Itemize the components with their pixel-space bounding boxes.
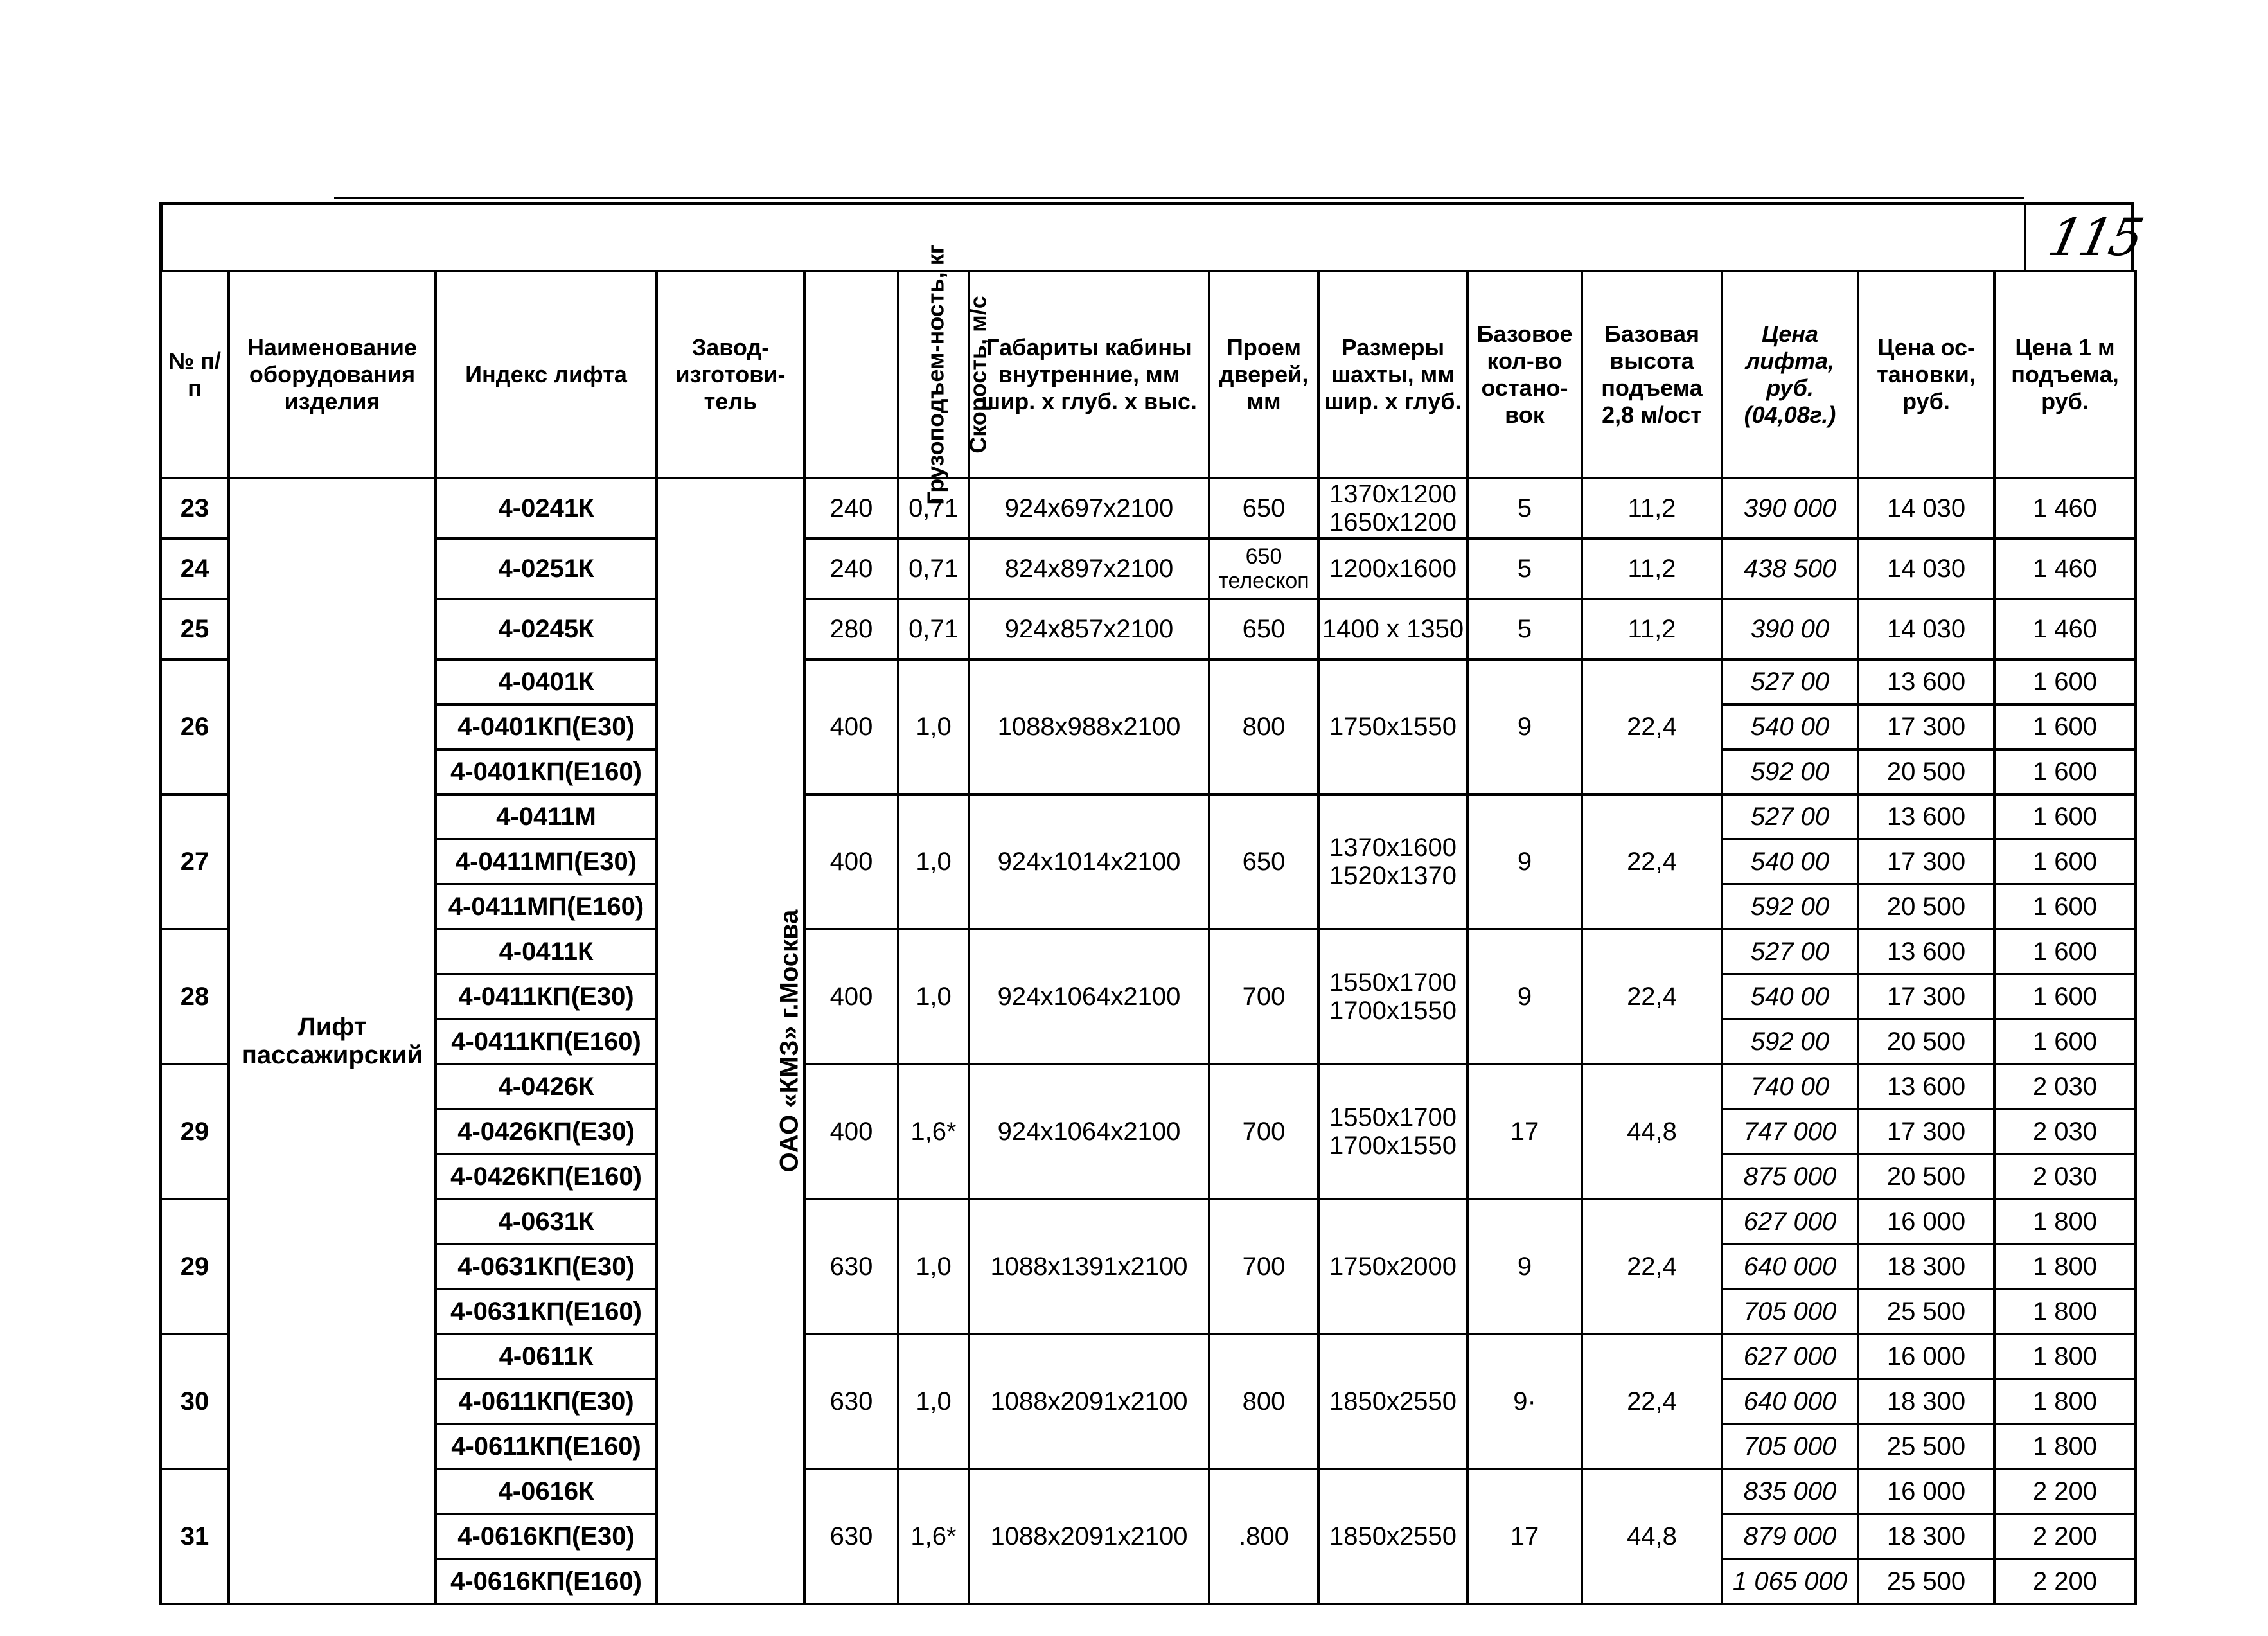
stop-price: 20 500	[1858, 884, 1994, 929]
shaft-size: 1550x1700 1700x1550	[1318, 929, 1467, 1064]
header-price: Цена лифта, руб. (04,08г.)	[1722, 271, 1858, 478]
capacity: 280	[804, 599, 898, 659]
stop-price: 25 500	[1858, 1424, 1994, 1469]
header-height: Базовая высота подъема 2,8 м/ост	[1582, 271, 1722, 478]
lift-price: 747 000	[1722, 1109, 1858, 1154]
speed: 1,0	[898, 1334, 969, 1469]
meter-price: 1 800	[1994, 1424, 2136, 1469]
table-row	[161, 1334, 2136, 1379]
lift-price: 540 00	[1722, 704, 1858, 749]
door-opening: 700	[1209, 1199, 1318, 1334]
lift-index: 4-0411М	[436, 794, 657, 839]
table-row	[161, 538, 2136, 599]
stop-price: 17 300	[1858, 704, 1994, 749]
lift-price: 640 000	[1722, 1244, 1858, 1289]
meter-price: 1 600	[1994, 839, 2136, 884]
header-cabin: Габариты кабины внутренние, мм шир. х глуб. х выс.	[969, 271, 1209, 478]
stop-price: 16 000	[1858, 1199, 1994, 1244]
meter-price: 1 460	[1994, 538, 2136, 599]
lift-index: 4-0611КП(Е160)	[436, 1424, 657, 1469]
lift-index: 4-0631КП(Е30)	[436, 1244, 657, 1289]
base-stops: 9	[1467, 1199, 1582, 1334]
shaft-size: 1200x1600	[1318, 538, 1467, 599]
shaft-size: 1850x2550	[1318, 1469, 1467, 1604]
meter-price: 1 460	[1994, 478, 2136, 538]
lift-price: 540 00	[1722, 974, 1858, 1019]
lift-price: 527 00	[1722, 794, 1858, 839]
page-header-frame	[159, 202, 2134, 271]
capacity: 630	[804, 1199, 898, 1334]
lift-index: 4-0616КП(Е30)	[436, 1514, 657, 1559]
base-height: 44,8	[1582, 1469, 1722, 1604]
meter-price: 1 600	[1994, 749, 2136, 794]
base-stops: 9	[1467, 659, 1582, 794]
meter-price: 2 030	[1994, 1154, 2136, 1199]
shaft-size: 1750x1550	[1318, 659, 1467, 794]
lift-price: 740 00	[1722, 1064, 1858, 1109]
door-opening: 700	[1209, 1064, 1318, 1199]
shaft-size: 1850x2550	[1318, 1334, 1467, 1469]
lift-price: 835 000	[1722, 1469, 1858, 1514]
speed: 0,71	[898, 599, 969, 659]
header-speed-label: Скорость, м/с	[964, 296, 991, 454]
stop-price: 13 600	[1858, 659, 1994, 704]
page-number: 115	[2043, 208, 2147, 267]
cabin-size: 924x1014x2100	[969, 794, 1209, 929]
base-stops: 9	[1467, 929, 1582, 1064]
door-opening: 650	[1209, 794, 1318, 929]
lift-price: 705 000	[1722, 1289, 1858, 1334]
stop-price: 20 500	[1858, 749, 1994, 794]
row-number: 23	[161, 478, 229, 538]
row-number: 29	[161, 1064, 229, 1199]
header-stops: Базовое кол-во остано-вок	[1467, 271, 1582, 478]
lift-price: 592 00	[1722, 749, 1858, 794]
shaft-size: 1400 x 1350	[1318, 599, 1467, 659]
meter-price: 1 800	[1994, 1199, 2136, 1244]
lift-index: 4-0411КП(Е30)	[436, 974, 657, 1019]
meter-price: 1 460	[1994, 599, 2136, 659]
stop-price: 20 500	[1858, 1154, 1994, 1199]
cabin-size: 924x697x2100	[969, 478, 1209, 538]
lift-index: 4-0611КП(Е30)	[436, 1379, 657, 1424]
table-row	[161, 478, 2136, 538]
stop-price: 13 600	[1858, 1064, 1994, 1109]
base-stops: 9·	[1467, 1334, 1582, 1469]
door-opening: 650 телескоп	[1209, 538, 1318, 599]
shaft-size: 1750x2000	[1318, 1199, 1467, 1334]
lift-price: 627 000	[1722, 1334, 1858, 1379]
meter-price: 2 200	[1994, 1469, 2136, 1514]
row-number: 31	[161, 1469, 229, 1604]
stop-price: 17 300	[1858, 1109, 1994, 1154]
row-number: 30	[161, 1334, 229, 1469]
row-number: 27	[161, 794, 229, 929]
door-opening: 650	[1209, 478, 1318, 538]
shaft-size: 1370x1600 1520x1370	[1318, 794, 1467, 929]
header-door: Проем дверей, мм	[1209, 271, 1318, 478]
header-stop-price: Цена ос-тановки, руб.	[1858, 271, 1994, 478]
meter-price: 2 200	[1994, 1559, 2136, 1604]
lift-price: 640 000	[1722, 1379, 1858, 1424]
speed: 1,0	[898, 1199, 969, 1334]
capacity: 400	[804, 929, 898, 1064]
capacity: 240	[804, 478, 898, 538]
table-row	[161, 929, 2136, 974]
door-opening: 650	[1209, 599, 1318, 659]
capacity: 630	[804, 1334, 898, 1469]
speed: 1,6*	[898, 1064, 969, 1199]
lift-price: 527 00	[1722, 659, 1858, 704]
door-opening: 800	[1209, 1334, 1318, 1469]
speed: 1,0	[898, 794, 969, 929]
lift-index: 4-0411МП(Е160)	[436, 884, 657, 929]
shaft-size: 1550x1700 1700x1550	[1318, 1064, 1467, 1199]
row-number: 26	[161, 659, 229, 794]
lift-price: 592 00	[1722, 1019, 1858, 1064]
stop-price: 17 300	[1858, 839, 1994, 884]
product-name: Лифт пассажирский	[229, 478, 436, 1604]
lift-index: 4-0251К	[436, 538, 657, 599]
table-row	[161, 794, 2136, 839]
lift-index: 4-0411КП(Е160)	[436, 1019, 657, 1064]
base-stops: 5	[1467, 478, 1582, 538]
speed: 1,0	[898, 659, 969, 794]
lift-price: 705 000	[1722, 1424, 1858, 1469]
cabin-size: 924x857x2100	[969, 599, 1209, 659]
header-meter-price: Цена 1 м подъема, руб.	[1994, 271, 2136, 478]
lift-index: 4-0611К	[436, 1334, 657, 1379]
header-num: № п/п	[161, 271, 229, 478]
row-number: 24	[161, 538, 229, 599]
door-opening: 800	[1209, 659, 1318, 794]
stop-price: 16 000	[1858, 1334, 1994, 1379]
header-index: Индекс лифта	[436, 271, 657, 478]
header-capacity-label: Грузоподъем-ность, кг	[922, 244, 949, 505]
lift-index: 4-0426КП(Е160)	[436, 1154, 657, 1199]
lift-price: 627 000	[1722, 1199, 1858, 1244]
meter-price: 2 200	[1994, 1514, 2136, 1559]
meter-price: 1 600	[1994, 1019, 2136, 1064]
lift-index: 4-0245К	[436, 599, 657, 659]
lift-price: 1 065 000	[1722, 1559, 1858, 1604]
speed: 1,0	[898, 929, 969, 1064]
capacity: 400	[804, 659, 898, 794]
cabin-size: 1088x2091x2100	[969, 1469, 1209, 1604]
stop-price: 20 500	[1858, 1019, 1994, 1064]
capacity: 630	[804, 1469, 898, 1604]
table-row	[161, 1064, 2136, 1109]
meter-price: 1 600	[1994, 884, 2136, 929]
cabin-size: 924x1064x2100	[969, 1064, 1209, 1199]
meter-price: 1 600	[1994, 794, 2136, 839]
lift-index: 4-0631К	[436, 1199, 657, 1244]
capacity: 240	[804, 538, 898, 599]
cabin-size: 1088x988x2100	[969, 659, 1209, 794]
table-row	[161, 659, 2136, 704]
lift-index: 4-0401КП(Е30)	[436, 704, 657, 749]
lift-index: 4-0426К	[436, 1064, 657, 1109]
lift-price: 390 000	[1722, 478, 1858, 538]
stop-price: 18 300	[1858, 1379, 1994, 1424]
table-row	[161, 1199, 2136, 1244]
manufacturer-label: ОАО «КМЗ» г.Москва	[775, 909, 804, 1173]
base-height: 22,4	[1582, 794, 1722, 929]
base-height: 11,2	[1582, 538, 1722, 599]
capacity: 400	[804, 794, 898, 929]
lift-price: 540 00	[1722, 839, 1858, 884]
lift-index: 4-0411МП(Е30)	[436, 839, 657, 884]
stop-price: 13 600	[1858, 794, 1994, 839]
meter-price: 1 600	[1994, 974, 2136, 1019]
header-shaft: Размеры шахты, мм шир. х глуб.	[1318, 271, 1467, 478]
lift-index: 4-0616К	[436, 1469, 657, 1514]
lift-price: 879 000	[1722, 1514, 1858, 1559]
meter-price: 1 800	[1994, 1289, 2136, 1334]
base-height: 11,2	[1582, 599, 1722, 659]
stop-price: 14 030	[1858, 478, 1994, 538]
speed: 1,6*	[898, 1469, 969, 1604]
speed: 0,71	[898, 538, 969, 599]
lift-price: 390 00	[1722, 599, 1858, 659]
header-capacity	[804, 244, 949, 505]
lift-index: 4-0401КП(Е160)	[436, 749, 657, 794]
base-stops: 9	[1467, 794, 1582, 929]
base-stops: 17	[1467, 1469, 1582, 1604]
stop-price: 18 300	[1858, 1514, 1994, 1559]
base-height: 22,4	[1582, 1199, 1722, 1334]
table-row	[161, 1469, 2136, 1514]
meter-price: 2 030	[1994, 1109, 2136, 1154]
base-height: 11,2	[1582, 478, 1722, 538]
cabin-size: 924x1064x2100	[969, 929, 1209, 1064]
row-number: 28	[161, 929, 229, 1064]
lift-index: 4-0616КП(Е160)	[436, 1559, 657, 1604]
meter-price: 1 800	[1994, 1244, 2136, 1289]
meter-price: 1 600	[1994, 659, 2136, 704]
lift-index: 4-0401К	[436, 659, 657, 704]
row-number: 25	[161, 599, 229, 659]
base-height: 22,4	[1582, 659, 1722, 794]
lift-price: 527 00	[1722, 929, 1858, 974]
stop-price: 18 300	[1858, 1244, 1994, 1289]
stop-price: 13 600	[1858, 929, 1994, 974]
lift-index: 4-0241К	[436, 478, 657, 538]
cabin-size: 1088x2091x2100	[969, 1334, 1209, 1469]
manufacturer-cell	[657, 478, 804, 1604]
lift-price: 592 00	[1722, 884, 1858, 929]
row-number: 29	[161, 1199, 229, 1334]
base-height: 44,8	[1582, 1064, 1722, 1199]
meter-price: 1 800	[1994, 1379, 2136, 1424]
speed: 0,71	[898, 478, 969, 538]
door-opening: 700	[1209, 929, 1318, 1064]
stop-price: 14 030	[1858, 599, 1994, 659]
meter-price: 2 030	[1994, 1064, 2136, 1109]
base-stops: 17	[1467, 1064, 1582, 1199]
stop-price: 14 030	[1858, 538, 1994, 599]
table-header-row	[161, 271, 2136, 478]
lift-index: 4-0411К	[436, 929, 657, 974]
header-name: Наименование оборудования изделия	[229, 271, 436, 478]
stop-price: 25 500	[1858, 1289, 1994, 1334]
base-height: 22,4	[1582, 1334, 1722, 1469]
base-stops: 5	[1467, 538, 1582, 599]
meter-price: 1 800	[1994, 1334, 2136, 1379]
cabin-size: 824x897x2100	[969, 538, 1209, 599]
door-opening: .800	[1209, 1469, 1318, 1604]
meter-price: 1 600	[1994, 704, 2136, 749]
lift-index: 4-0426КП(Е30)	[436, 1109, 657, 1154]
stop-price: 17 300	[1858, 974, 1994, 1019]
meter-price: 1 600	[1994, 929, 2136, 974]
top-rule	[334, 197, 2024, 199]
capacity: 400	[804, 1064, 898, 1199]
stop-price: 25 500	[1858, 1559, 1994, 1604]
stop-price: 16 000	[1858, 1469, 1994, 1514]
lift-price: 875 000	[1722, 1154, 1858, 1199]
table-row	[161, 599, 2136, 659]
base-height: 22,4	[1582, 929, 1722, 1064]
base-stops: 5	[1467, 599, 1582, 659]
price-table	[159, 244, 2137, 1605]
header-maker: Завод-изготови-тель	[657, 271, 804, 478]
lift-index: 4-0631КП(Е160)	[436, 1289, 657, 1334]
cabin-size: 1088x1391x2100	[969, 1199, 1209, 1334]
lift-price: 438 500	[1722, 538, 1858, 599]
table-body	[161, 478, 2136, 1604]
shaft-size: 1370x1200 1650x1200	[1318, 478, 1467, 538]
